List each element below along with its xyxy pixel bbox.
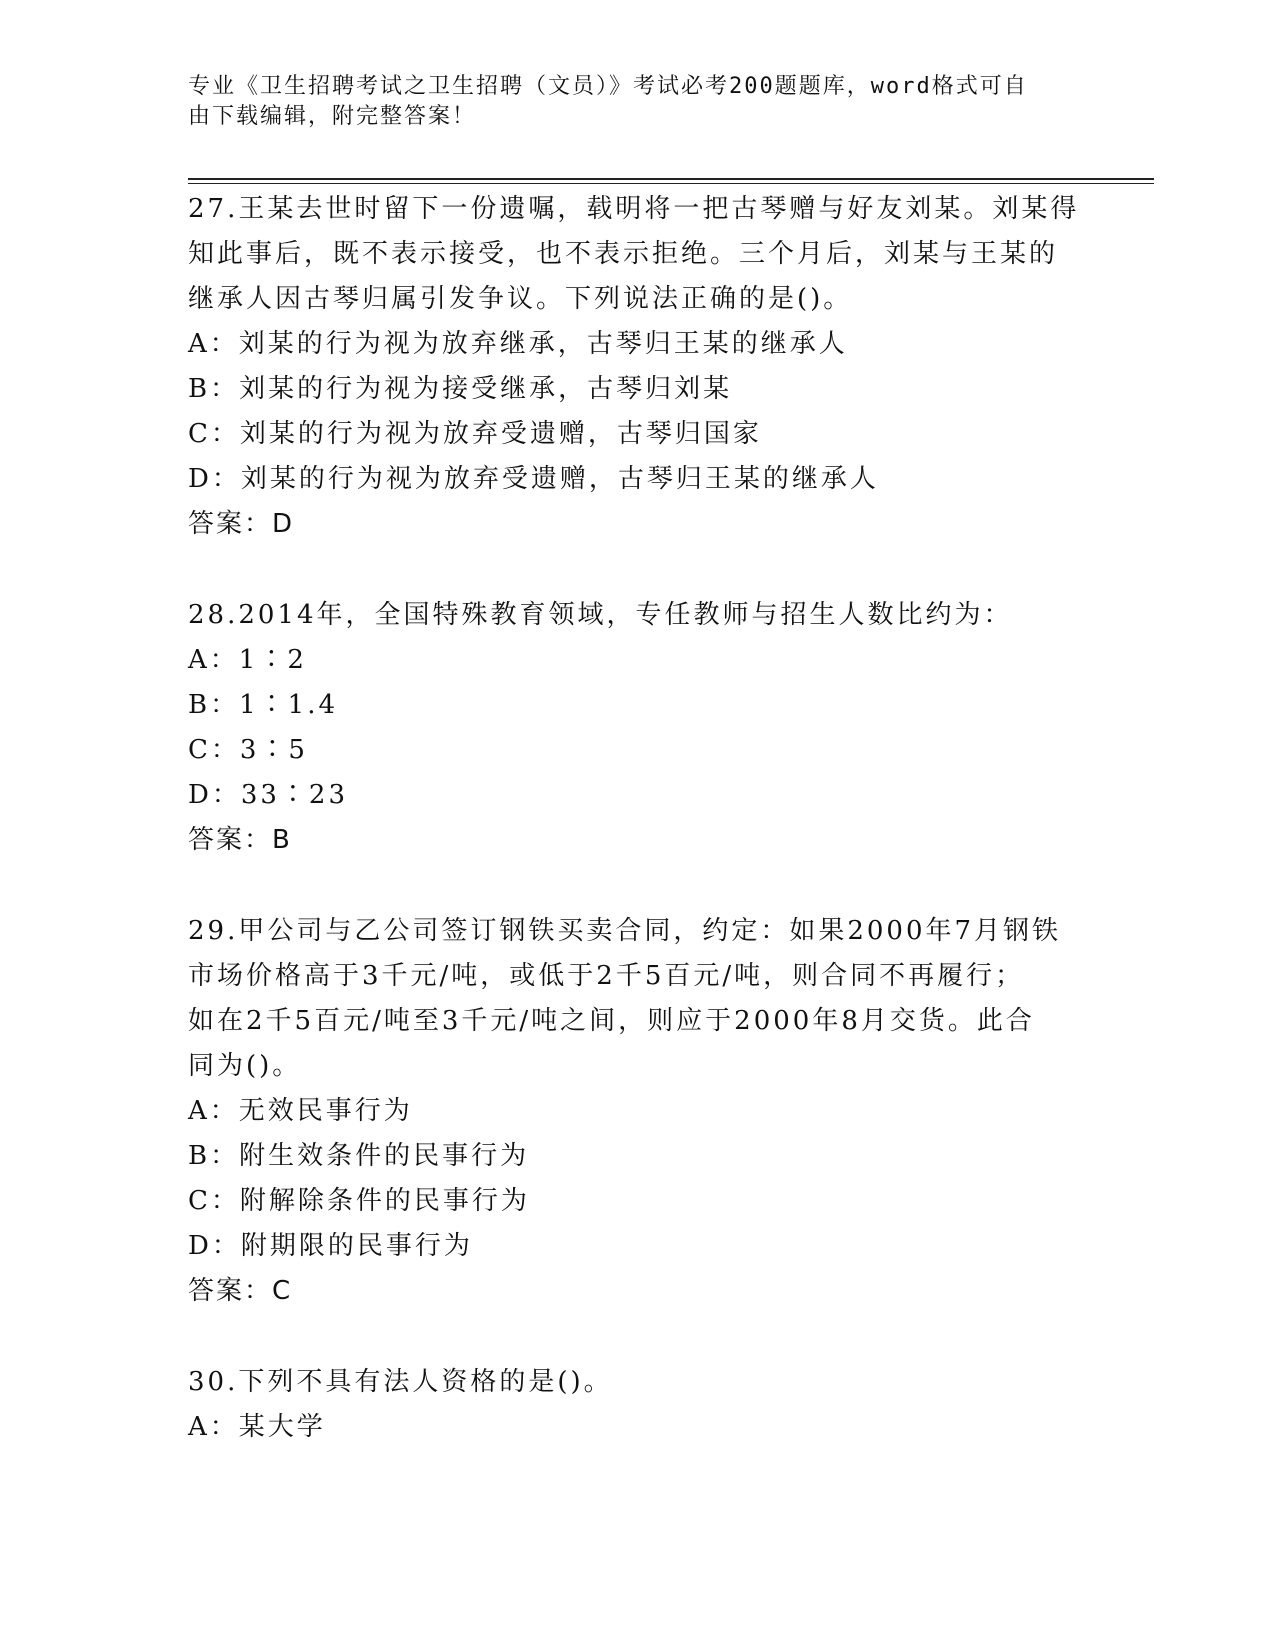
document-header bbox=[188, 72, 1068, 132]
option-b: B：刘某的行为视为接受继承，古琴归刘某 bbox=[188, 374, 733, 404]
option-c: C：附解除条件的民事行为 bbox=[188, 1186, 530, 1216]
stem-line: 继承人因古琴归属引发争议。下列说法正确的是()。 bbox=[188, 284, 853, 314]
question-stem bbox=[188, 909, 1088, 1089]
option-d: D：33∶23 bbox=[188, 780, 349, 810]
option-b: B：1∶1.4 bbox=[188, 690, 338, 720]
option-d: D：刘某的行为视为放弃受遗赠，古琴归王某的继承人 bbox=[188, 464, 879, 494]
spacer bbox=[188, 1314, 1088, 1360]
option-b: B：附生效条件的民事行为 bbox=[188, 1141, 530, 1171]
question-30 bbox=[188, 1360, 1088, 1450]
option-a: A：无效民事行为 bbox=[188, 1096, 413, 1126]
question-stem bbox=[188, 593, 1088, 638]
header-line-2: 由下载编辑，附完整答案！ bbox=[188, 104, 477, 129]
header-line-1: 专业《卫生招聘考试之卫生招聘（文员）》考试必考200题题库，word格式可自 bbox=[188, 74, 1028, 99]
answer-line: 答案：D bbox=[188, 509, 295, 539]
option-d: D：附期限的民事行为 bbox=[188, 1231, 473, 1261]
stem-line: 知此事后，既不表示接受，也不表示拒绝。三个月后，刘某与王某的 bbox=[188, 239, 1059, 269]
question-29 bbox=[188, 909, 1088, 1314]
stem-line: 如在2千5百元/吨至3千元/吨之间，则应于2000年8月交货。此合 bbox=[188, 1006, 1035, 1036]
option-a: A：1∶2 bbox=[188, 645, 307, 675]
stem-line: 27.王某去世时留下一份遗嘱，载明将一把古琴赠与好友刘某。刘某得 bbox=[188, 194, 1080, 224]
stem-line: 28.2014年，全国特殊教育领域，专任教师与招生人数比约为： bbox=[188, 600, 1013, 630]
answer-line: 答案：B bbox=[188, 825, 292, 855]
question-list bbox=[188, 187, 1088, 1450]
option-a: A：某大学 bbox=[188, 1412, 326, 1442]
stem-line: 29.甲公司与乙公司签订钢铁买卖合同，约定：如果2000年7月钢铁 bbox=[188, 916, 1062, 946]
answer-line: 答案：C bbox=[188, 1276, 293, 1306]
question-stem bbox=[188, 187, 1088, 322]
option-c: C：刘某的行为视为放弃受遗赠，古琴归国家 bbox=[188, 419, 762, 449]
spacer bbox=[188, 547, 1088, 593]
spacer bbox=[188, 863, 1088, 909]
question-stem bbox=[188, 1360, 1088, 1405]
option-c: C：3∶5 bbox=[188, 735, 308, 765]
stem-line: 30.下列不具有法人资格的是()。 bbox=[188, 1367, 613, 1397]
stem-line: 同为()。 bbox=[188, 1051, 302, 1081]
option-a: A：刘某的行为视为放弃继承，古琴归王某的继承人 bbox=[188, 329, 848, 359]
question-27 bbox=[188, 187, 1088, 547]
stem-line: 市场价格高于3千元/吨，或低于2千5百元/吨，则合同不再履行； bbox=[188, 961, 1025, 991]
header-divider bbox=[188, 178, 1154, 184]
question-28 bbox=[188, 593, 1088, 863]
